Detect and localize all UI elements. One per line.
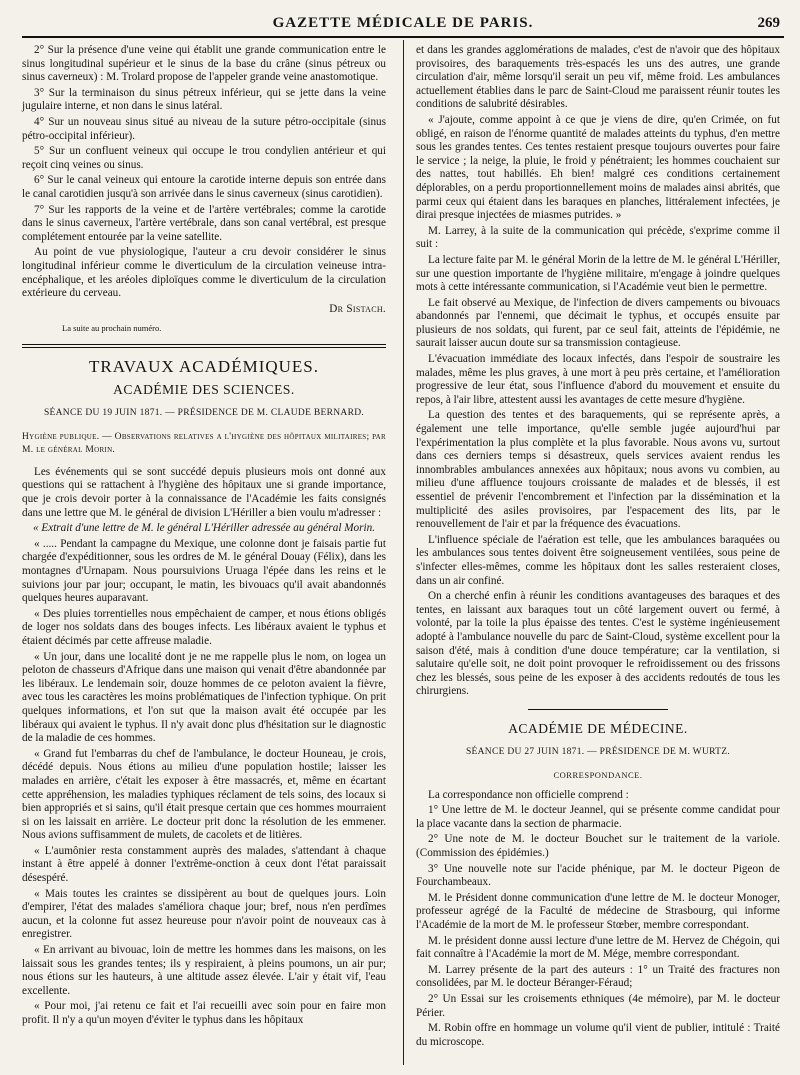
article-paragraph: 3° Une nouvelle note sur l'acide phénique, par M. le docteur Pigeon de Fourchambeaux. [416,862,780,889]
session-line: SÉANCE DU 27 JUIN 1871. — PRÉSIDENCE DE M. WURTZ. [465,746,731,757]
letter-heading: « Extrait d'une lettre de M. le général L'Hériller adressée au général Morin. [33,522,375,535]
page-number: 269 [757,15,780,31]
article-paragraph: 2° Sur la présence d'une veine qui établit une grande communication entre le sinus longitudinal supérieur et le sinus de la base du crâne (sinus pétreux ou sinus caverneux) : M. Trolard propose de l'appeler grande veine anastomotique. [22,44,386,84]
article-paragraph: Au point de vue physiologique, l'auteur a cru devoir considérer le sinus longitudinal inférieur comme le diverticulum de la circulation veineuse intra-encéphalique, et les aréoles diploïques comme le diverticulum de la circulation extérieure du cerveau. [22,246,386,300]
section-divider [22,344,386,348]
article-paragraph: L'évacuation immédiate des locaux infectés, dans l'espoir de soustraire les malades, même les plus graves, à une mort à peu près certaine, et l'amélioration progressive de leur état, sous l'influence d'abord du mouvement et ensuite du repos, à l'air libre, attestent aussi les avantages de cette mesure d'hygiène. [416,353,780,406]
left-column [22,44,386,1030]
article-paragraph: M. le Président donne communication d'une lettre de M. le docteur Monoger, professeur agrégé de la Faculté de médecine de Strasbourg, qui informe l'Académie de la mort de M. le professeur Stœber, membre correspondant. [416,891,780,932]
article-paragraph: « Grand fut l'embarras du chef de l'ambulance, le docteur Houneau, je crois, décédé depuis. Nous étions au milieu d'une population hostile; laisser les malades en arrière, c'était les exposer à être massacrés, et, même en écartant cette appréhension, les maladies typhiques réclament de tels soins, des locaux si bien appropriés et si sains, qu'il était presque certain que ces hommes mourraient si on les laissait en arrière. Le docteur prit donc la résolution de les emmener. Nous avions suffisamment de mulets, de cacolets et de litières. [22,747,386,842]
author-signature: Dr Sistach. [329,302,386,315]
column-divider [403,40,404,1065]
article-paragraph: On a cherché enfin à réunir les conditions avantageuses des baraques et des tentes, en laissant aux baraques tout un côté largement ouvert ou fermé, à volonté, par la toile la plus épaisse des tentes. C'est le système ingénieusement adopté à l'ambulance nouvelle du parc de Saint-Cloud, système excellent pour la saison d'été, mais à condition d'une douce température; car la ventilation, si salutaire qu'elle soit, ne doit point provoquer le refroidissement ou des frissons chez les blessés, sous peine de les exposer à des accidents redoutés de tous les chirurgiens. [416,590,780,698]
article-paragraph: 2° Une note de M. le docteur Bouchet sur le traitement de la variole. (Commission des épidémies.) [416,833,780,860]
article-paragraph: 3° Sur la terminaison du sinus pétreux inférieur, qui se jette dans la veine jugulaire interne, et non dans le sinus latéral. [22,86,386,113]
right-column [416,44,780,1051]
academy-heading: ACADÉMIE DE MÉDECINE. [508,720,688,736]
article-paragraph: « J'ajoute, comme appoint à ce que je viens de dire, qu'en Crimée, on fut obligé, en raison de l'énorme quantité de malades atteints du typhus, d'en mettre sous les grandes tentes. Ces tentes restaient presque toujours ouvertes pour faire le service ; la neige, la pluie, le froid y pénétraient; les hommes couchaient sur des nattes, tout habillés. Eh bien! malgré ces conditions certainement déplorables, on a perdu proportionnellement moins de malades ainsi abrités, que parmi ceux qui étaient dans les baraques en planches, littéralement infectées, je dirai presque injectées de miasmes putrides. » [416,113,780,222]
page-header [22,10,784,38]
article-paragraph: La question des tentes et des baraquements, qui se représente après, a également une telle importance, qu'elle semble jugée aujourd'hui par l'expérimentation la plus complète et la plus favorable. Nous avons vu, surtout dans ces derniers temps si désastreux, quels services avaient rendus les innombrables ambulances annexées aux hôpitaux; nous avons vu combien, au milieu d'une affluence toujours croissante de malades et de blessés, il est essentiel de prévenir l'encombrement et l'infection par la dissémination et la multiplicité des asiles provisoires, par l'espacement des lits, par le renouvellement de l'air et par la fréquence des évacuations. [416,409,780,531]
article-paragraph: « En arrivant au bivouac, loin de mettre les hommes dans les maisons, on les laissait sous les grandes tentes; ils y respiraient, à pleins poumons, un air pur; nous étions sur les hauteurs, à une altitude assez élevée. L'air y était vif, l'eau excellente. [22,944,386,997]
article-paragraph: « Un jour, dans une localité dont je ne me rappelle plus le nom, on logea un peloton de chasseurs d'Afrique dans une maison qui venait d'être abandonnée par les libéraux. Le lendemain soir, douze hommes de ce peloton avaient la fièvre, avec tous les caractères les moins problématiques de l'infection typhique. On prit quelques informations, et l'on sut que la maison avait été occupée par les libéraux qui avaient le typhus. Il n'y avait donc plus d'hésitation sur le diagnostic de la maladie de ces hommes. [22,650,386,745]
article-paragraph: 6° Sur le canal veineux qui entoure la carotide interne depuis son entrée dans le canal carotidien jusqu'à son arrivée dans le sinus caverneux (sinus carotidien). [22,174,386,200]
article-paragraph: 7° Sur les rapports de la veine et de l'artère vertébrales; comme la carotide dans le sinus caverneux, l'artère vertébrale, dans son canal vertébral, est presque complétement entourée par la veine satellite. [22,203,386,243]
article-paragraph: « Pour moi, j'ai retenu ce fait et l'ai recueilli avec soin pour en faire mon profit. Il n'y a qu'un moyen d'éviter le typhus dans les hôpitaux [22,1000,386,1026]
article-paragraph: « ..... Pendant la campagne du Mexique, une colonne dont je faisais partie fut chargée d'expéditionner, sous les ordres de M. le général Douay (Félix), dans les montagnes d'Urnapam. Nous poursuivions Uruaga l'épée dans les reins et le suivions jour par jour; occupant, le matin, les bivouacs qu'il avait abandonnés quelques heures auparavant. [22,537,386,605]
academy-heading: ACADÉMIE DES SCIENCES. [113,382,295,398]
article-paragraph: « Des pluies torrentielles nous empêchaient de camper, et nous étions obligés de loger nos soldats dans des bouges infects. Les libéraux avaient le typhus et étaient décimés par cette affreuse maladie. [22,607,386,647]
section-divider [528,709,668,710]
continued-note: La suite au prochain numéro. [62,323,162,334]
article-paragraph: 5° Sur un confluent veineux qui occupe le trou condylien antérieur et qui reçoit cinq veines ou sinus. [22,145,386,171]
article-paragraph: et dans les grandes agglomérations de malades, c'est de n'avoir que des hôpitaux provisoires, des baraquements très-espacés les uns des autres, une grande circulation d'air, même lorsqu'il serait un peu vif, même froid. Les ambulances actuellement établies dans le parc de Saint-Cloud me paraissent réunir toutes les conditions de salubrité désirables. [416,44,780,111]
article-paragraph: « L'aumônier resta constamment auprès des malades, s'attendant à chaque instant à être appelé à donner l'extrême-onction à ceux dont l'état paraissait désespéré. [22,844,386,885]
article-paragraph: La lecture faite par M. le général Morin de la lettre de M. le général L'Hériller, sur une question importante de l'hygiène militaire, m'engage à joindre quelques mots à cette intéressante communication, si l'Académie veut bien le permettre. [416,253,780,294]
journal-title: GAZETTE MÉDICALE DE PARIS. [272,15,534,31]
rubric-line: Hygiène publique. — Observations relatives a l'hygiène des hôpitaux militaires; par M. le général Morin. [22,431,386,456]
correspondence-heading: CORRESPONDANCE. [553,770,643,781]
article-paragraph: 1° Une lettre de M. le docteur Jeannel, qui se présente comme candidat pour la place vacante dans la section de pharmacie. [416,804,780,830]
article-paragraph: Le fait observé au Mexique, de l'infection de divers campements ou bivouacs abandonnés par l'ennemi, que décimait le typhus, et occupés ensuite par plusieurs de nos soldats, qui furent, par ce seul fait, atteints de l'épidémie, ne saurait laisser aucun doute sur sa transmission contagieuse. [416,296,780,350]
article-paragraph: M. le président donne aussi lecture d'une lettre de M. Hervez de Chégoin, qui fait connaître à l'Académie la mort de M. Mége, membre correspondant. [416,934,780,961]
section-heading: TRAVAUX ACADÉMIQUES. [88,356,319,376]
article-paragraph: « Mais toutes les craintes se dissipèrent au bout de quelques jours. Loin d'empirer, l'état des malades s'améliora chaque jour; bref, nous n'en perdîmes aucun, et la colonne fut assez heureuse pour n'avoir point de nouveaux cas à enregistrer. [22,887,386,941]
article-paragraph: M. Robin offre en hommage un volume qu'il vient de publier, intitulé : Traité du microscope. [416,1022,780,1048]
session-line: SÉANCE DU 19 JUIN 1871. — PRÉSIDENCE DE M. CLAUDE BERNARD. [43,408,365,419]
newspaper-page [22,10,784,1065]
article-paragraph: M. Larrey présente de la part des auteurs : 1° un Traité des fractures non consolidées, par M. le docteur Béranger-Féraud; [416,963,780,990]
article-paragraph: M. Larrey, à la suite de la communication qui précède, s'exprime comme il suit : [416,224,780,251]
article-paragraph: Les événements qui se sont succédé depuis plusieurs mois ont donné aux questions qui se rattachent à l'hygiène des hôpitaux une si grande importance, que je crois devoir porter à la connaissance de l'Académie les faits consignés dans une lettre que M. le général de division L'Hériller a bien voulu m'adresser : [22,465,386,519]
article-paragraph: 2° Un Essai sur les croisements ethniques (4e mémoire), par M. le docteur Périer. [416,993,780,1019]
article-paragraph: 4° Sur un nouveau sinus situé au niveau de la suture pétro-occipitale (sinus pétro-occipital inférieur). [22,115,386,142]
article-paragraph: L'influence spéciale de l'aération est telle, que les ambulances baraquées ou les ambulances sous tentes doivent être soigneusement ventilées, sous peine de s'infecter elles-mêmes, comme les hôpitaux dont les salles resteraient closes, dans un air confiné. [416,533,780,587]
article-paragraph: La correspondance non officielle comprend : [428,788,629,801]
